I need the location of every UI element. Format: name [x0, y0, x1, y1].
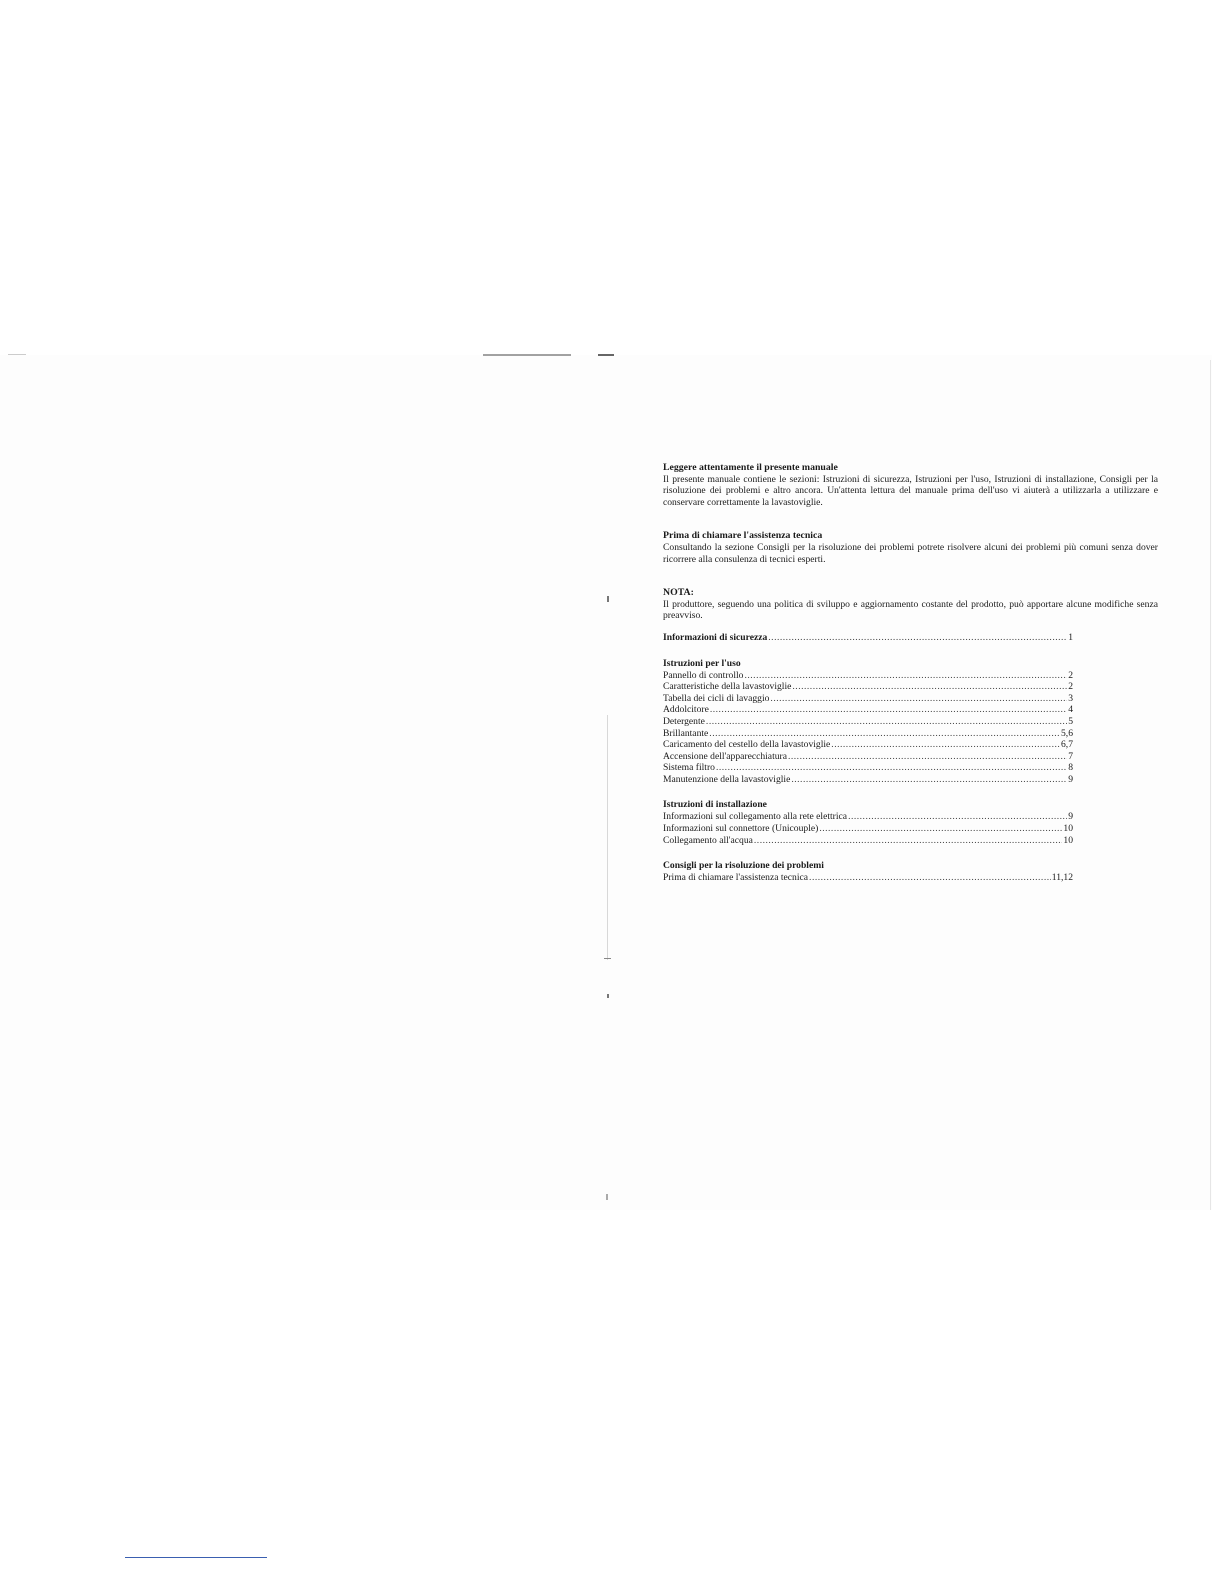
toc-label: Informazioni di sicurezza — [663, 631, 768, 643]
assistance-heading: Prima di chiamare l'assistenza tecnica — [663, 530, 823, 542]
toc-entry[interactable] — [663, 693, 1073, 705]
toc-page: 11,12 — [1051, 872, 1073, 884]
toc-entry[interactable] — [663, 774, 1073, 786]
toc-page: 7 — [1068, 750, 1073, 762]
toc-entry[interactable] — [663, 716, 1073, 728]
toc-page: 1 — [1068, 631, 1073, 643]
toc-page: 9 — [1068, 773, 1073, 785]
assistance-section — [663, 530, 1158, 565]
toc-leader-dots — [788, 751, 1067, 763]
toc-label: Detergente — [663, 715, 705, 727]
note-section — [663, 587, 1158, 622]
toc-page: 5,6 — [1061, 727, 1073, 739]
toc-leader-dots — [809, 872, 1051, 884]
toc-page: 2 — [1068, 669, 1073, 681]
toc-label: Manutenzione della lavastoviglie — [663, 773, 791, 785]
toc-entry-safety[interactable] — [663, 632, 1073, 644]
toc-entry[interactable] — [663, 751, 1073, 763]
intro-body: Il presente manuale contiene le sezioni: Istruzioni di sicurezza, Istruzioni per l'uso, Istruzioni di installazione, Consigli per la risoluzione dei problemi e altro ancora. Un'attenta lettura del manuale prima dell'uso vi aiuterà a utilizzarla a utilizzare e conservare correttamente la lavastoviglie. — [663, 473, 1158, 508]
toc-entry[interactable] — [663, 704, 1073, 716]
toc-entry[interactable] — [663, 670, 1073, 682]
toc-leader-dots — [791, 774, 1067, 786]
toc-group-title: Istruzioni di installazione — [663, 799, 767, 811]
toc-entry[interactable] — [663, 728, 1073, 740]
toc-leader-dots — [706, 716, 1067, 728]
toc-group-title: Istruzioni per l'uso — [663, 657, 741, 669]
toc-leader-dots — [744, 670, 1067, 682]
intro-heading: Leggere attentamente il presente manuale — [663, 462, 838, 473]
toc-page: 2 — [1068, 681, 1073, 693]
toc-page: 4 — [1068, 704, 1073, 716]
toc-label: Collegamento all'acqua — [663, 834, 753, 846]
toc-leader-dots — [819, 823, 1062, 835]
scan-speck — [607, 596, 609, 602]
toc-leader-dots — [710, 704, 1067, 716]
assistance-body: Consultando la sezione Consigli per la risoluzione dei problemi potrete risolvere alcuni dei problemi più comuni senza dover ricorrere alla consulenza di tecnici esperti. — [663, 541, 1158, 565]
toc-label: Brillantante — [663, 727, 709, 739]
toc-page: 8 — [1068, 762, 1073, 774]
note-body: Il produttore, seguendo una politica di sviluppo e aggiornamento costante del prodotto, può apportare alcune modifiche senza preavviso. — [663, 598, 1158, 622]
toc-label: Prima di chiamare l'assistenza tecnica — [663, 872, 809, 884]
toc-page: 9 — [1068, 811, 1073, 823]
toc-label: Addolcitore — [663, 704, 709, 716]
toc-label: Pannello di controllo — [663, 669, 744, 681]
toc-page: 5 — [1068, 715, 1073, 727]
scan-artifact-rule — [483, 354, 571, 356]
table-of-contents — [663, 632, 1073, 884]
fold-tick-mark — [604, 958, 611, 959]
toc-leader-dots — [770, 693, 1067, 705]
toc-entry[interactable] — [663, 681, 1073, 693]
note-heading: NOTA: — [663, 587, 694, 599]
toc-entry[interactable] — [663, 823, 1073, 835]
toc-page: 6,7 — [1061, 739, 1073, 751]
scan-artifact-rule — [8, 354, 26, 355]
toc-entry[interactable] — [663, 835, 1073, 847]
toc-label: Informazioni sul connettore (Unicouple) — [663, 823, 819, 835]
toc-entry[interactable] — [663, 762, 1073, 774]
toc-label: Tabella dei cicli di lavaggio — [663, 692, 770, 704]
toc-group-title: Consigli per la risoluzione dei problemi — [663, 860, 824, 872]
page-right-edge — [1210, 360, 1211, 1210]
toc-leader-dots — [848, 811, 1067, 823]
toc-page: 10 — [1063, 834, 1073, 846]
scan-speck — [607, 994, 609, 998]
toc-entry[interactable] — [663, 872, 1073, 884]
toc-leader-dots — [709, 728, 1060, 740]
toc-leader-dots — [831, 739, 1060, 751]
page-fold-line — [607, 715, 608, 960]
toc-entry[interactable] — [663, 811, 1073, 823]
intro-section — [663, 462, 1158, 508]
toc-page: 10 — [1063, 823, 1073, 835]
toc-label: Accensione dell'apparecchiatura — [663, 750, 787, 762]
toc-leader-dots — [716, 762, 1067, 774]
toc-page: 3 — [1068, 692, 1073, 704]
toc-label: Sistema filtro — [663, 762, 715, 774]
manual-contents — [663, 462, 1158, 884]
bottom-underline — [125, 1557, 267, 1558]
scan-speck — [606, 1194, 608, 1200]
toc-entry[interactable] — [663, 739, 1073, 751]
toc-leader-dots — [792, 681, 1067, 693]
scan-artifact-rule — [598, 354, 614, 356]
toc-label: Caricamento del cestello della lavastoviglie — [663, 739, 831, 751]
toc-leader-dots — [768, 632, 1067, 644]
toc-label: Caratteristiche della lavastoviglie — [663, 681, 792, 693]
toc-label: Informazioni sul collegamento alla rete elettrica — [663, 811, 848, 823]
toc-leader-dots — [754, 835, 1063, 847]
